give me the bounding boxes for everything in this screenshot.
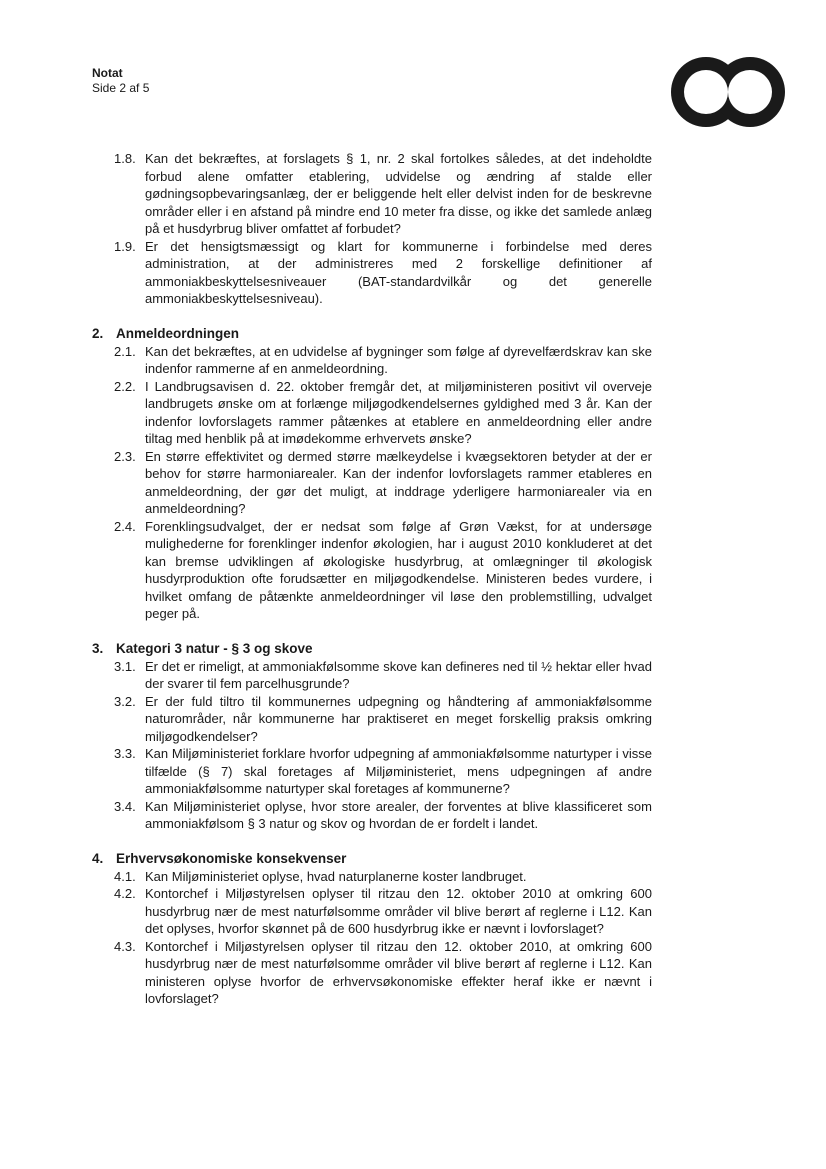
item-text: Kontorchef i Miljøstyrelsen oplyser til ritzau den 12. oktober 2010, at omkring 600 husdyrbrug nær de mest naturfølsomme områder vil blive berørt af reglerne i L12. Kan ministeren oplyse hvorfor de erhvervsøkonomiske effekter heraf ikke er nævnt i lovforslaget? bbox=[145, 938, 652, 1006]
item-number: 2.1. bbox=[114, 343, 136, 359]
list-item bbox=[92, 938, 652, 1008]
intro-list bbox=[92, 150, 652, 308]
section-title: Erhvervsøkonomiske konsekvenser bbox=[116, 850, 347, 866]
section-heading bbox=[92, 640, 652, 658]
section-kategori-3-natur bbox=[92, 640, 652, 833]
landbrug-foedevarer-logo bbox=[668, 52, 788, 132]
item-number: 3.3. bbox=[114, 746, 136, 761]
list-item bbox=[92, 378, 652, 448]
section-title: Kategori 3 natur - § 3 og skove bbox=[116, 640, 313, 656]
section-heading bbox=[92, 850, 652, 868]
item-number: 3.1. bbox=[114, 658, 136, 674]
item-number: 3.4. bbox=[114, 798, 136, 814]
item-number: 3.2. bbox=[114, 693, 136, 709]
section-number: 2. bbox=[92, 325, 104, 341]
section-erhvervsoekonomiske-konsekvenser bbox=[92, 850, 652, 1008]
item-text: En større effektivitet og dermed større mælkeydelse i kvægsektoren betyder at der er behov for større harmoniarealer. Kan der indenfor lovforslagets rammer etableres en anmeldeordning, der gør det muligt, at inddrage yderligere harmoniarealer via en anmeldeordning? bbox=[145, 448, 652, 516]
page-number: Side 2 af 5 bbox=[92, 81, 150, 95]
item-text: I Landbrugsavisen d. 22. oktober fremgår det, at miljøministeren positivt vil overveje landbrugets ønske om at forlænge miljøgodkendelsernes gyldighed med 3 år. Kan der indenfor lovforslagets rammer påtænkes at etablere en anmeldeordning eller andre tiltag med henblik på at imødekomme erhvervets ønske? bbox=[145, 378, 652, 446]
document-header bbox=[92, 66, 149, 96]
logo-left-hole bbox=[684, 70, 728, 114]
section-number: 3. bbox=[92, 640, 104, 656]
item-number: 4.3. bbox=[114, 938, 136, 954]
list-item bbox=[92, 150, 652, 238]
list-item bbox=[92, 518, 652, 623]
item-text: Kan Miljøministeriet forklare hvorfor udpegning af ammoniakfølsomme naturtyper i visse tilfælde (§ 7) skal foretages af Miljøministeriet, mens udpegningen af andre ammoniakfølsomme naturtyper skal foretages af kommunerne? bbox=[145, 746, 652, 796]
list-item bbox=[92, 238, 652, 308]
section-number: 4. bbox=[92, 850, 104, 866]
item-text: Kan Miljøministeriet oplyse, hvor store arealer, der forventes at blive klassificeret som ammoniakfølsom § 3 natur og skov og hvordan de er fordelt i landet. bbox=[145, 798, 652, 831]
logo-right-hole bbox=[728, 70, 772, 114]
item-number: 2.3. bbox=[114, 448, 136, 464]
item-text: Forenklingsudvalget, der er nedsat som følge af Grøn Vækst, for at undersøge mulighederne for forenklinger indenfor økologien, har i august 2010 konkluderet at det kan bremse udviklingen af økologiske husdyrbrug, at omlægninger til økologisk husdyrproduktion ofte forudsætter en miljøgodkendelse. Ministeren bedes vurdere, i hvilket omfang de påtænkte anmeldeordninger vil løse den problemstilling, udvalget peger på. bbox=[145, 518, 652, 621]
item-number: 1.9. bbox=[114, 238, 136, 254]
list-item bbox=[92, 693, 652, 746]
item-text: Kan det bekræftes, at forslagets § 1, nr. 2 skal fortolkes således, at det indeholdte forbud alene omfatter etablering, udvidelse og ændring af stalde eller gødningsopbevaringsanlæg, der er beliggende helt eller delvist inden for de beskrevne områder eller i en afstand på mindre end 10 meter fra disse, og ikke det samlede anlæg på et husdyrbrug bliver omfattet af forbudet? bbox=[145, 151, 652, 236]
list-item bbox=[92, 343, 652, 378]
list-item bbox=[92, 745, 652, 798]
item-text: Er det hensigtsmæssigt og klart for kommunerne i forbindelse med deres administration, at der administreres med 2 forskellige definitioner af ammoniakbeskyttelsesniveauer (BAT-standardvilkår og det generelle ammoniakbeskyttelsesniveau). bbox=[145, 238, 652, 306]
section-heading bbox=[92, 325, 652, 343]
item-number: 2.4. bbox=[114, 518, 136, 534]
item-text: Kontorchef i Miljøstyrelsen oplyser til ritzau den 12. oktober 2010 at omkring 600 husdyrbrug nær de mest naturfølsomme områder vil blive berørt af reglerne i L12. Kan det oplyses, hvorfor skønnet på de 600 husdyrbrug ikke er nævnt i lovforslaget? bbox=[145, 886, 652, 936]
item-number: 2.2. bbox=[114, 378, 136, 394]
item-text: Kan det bekræftes, at en udvidelse af bygninger som følge af dyrevelfærdskrav kan ske indenfor rammerne af en anmeldeordning. bbox=[145, 343, 652, 376]
item-text: Kan Miljøministeriet oplyse, hvad naturplanerne koster landbruget. bbox=[145, 868, 527, 884]
list-item bbox=[92, 868, 652, 886]
item-number: 4.1. bbox=[114, 868, 136, 884]
list-item bbox=[92, 798, 652, 833]
item-text: Er der fuld tiltro til kommunernes udpegning og håndtering af ammoniakfølsomme naturområder, når kommunerne har praktiseret en meget forskellig praksis omkring miljøgodkendelser? bbox=[145, 693, 652, 744]
list-item bbox=[92, 885, 652, 938]
item-number: 1.8. bbox=[114, 151, 136, 166]
list-item bbox=[92, 658, 652, 693]
document-body bbox=[92, 150, 652, 1008]
document-type: Notat bbox=[92, 66, 123, 80]
section-title: Anmeldeordningen bbox=[116, 325, 240, 341]
section-anmeldeordningen bbox=[92, 325, 652, 623]
list-item bbox=[92, 448, 652, 518]
item-text: Er det er rimeligt, at ammoniakfølsomme skove kan defineres ned til ½ hektar eller hvad der svarer til fem parcelhusgrunde? bbox=[145, 658, 652, 691]
item-number: 4.2. bbox=[114, 886, 136, 901]
